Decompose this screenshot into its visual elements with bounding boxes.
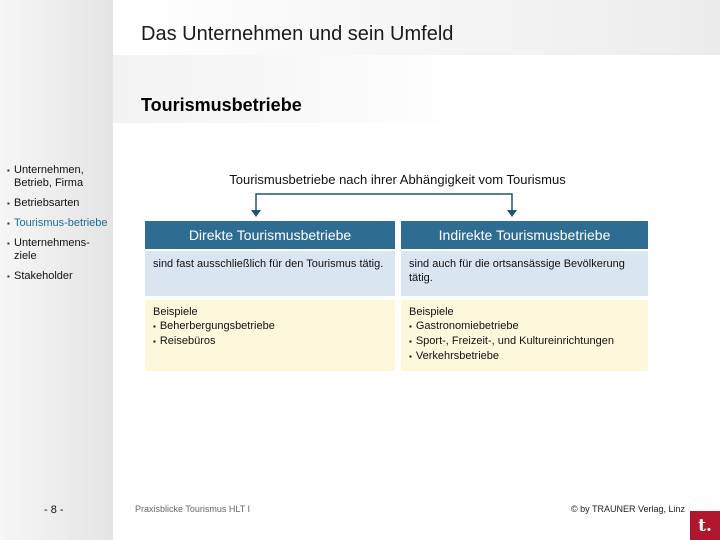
square-bullet-icon: ▪ — [409, 337, 412, 346]
square-bullet-icon: ▪ — [153, 337, 156, 346]
sidebar-item-unternehmen[interactable] — [7, 164, 111, 190]
sidebar-item-label: Unternehmens-ziele — [14, 237, 90, 262]
examples-title: Beispiele — [153, 306, 198, 318]
direct-description: sind fast ausschließlich für den Tourismus tätig. — [145, 251, 395, 296]
list-item: ▪ Beherbergungsbetriebe — [153, 320, 275, 332]
direct-examples — [145, 300, 395, 371]
indirect-description: sind auch für die ortsansässige Bevölkerung tätig. — [401, 251, 648, 296]
sidebar-item-tourismusbetriebe[interactable] — [7, 217, 111, 230]
trauner-logo: t. — [690, 511, 720, 540]
square-bullet-icon: ▪ — [7, 199, 10, 208]
square-bullet-icon: ▪ — [7, 219, 10, 228]
sidebar-item-label: Betriebsarten — [14, 197, 80, 209]
sidebar-item-label: Tourismus-betriebe — [14, 217, 108, 229]
direct-header: Direkte Tourismusbetriebe — [145, 221, 395, 249]
bracket-arrows — [244, 188, 524, 218]
indirect-header: Indirekte Tourismusbetriebe — [401, 221, 648, 249]
section-title: Tourismusbetriebe — [141, 95, 302, 115]
sidebar-nav — [7, 164, 111, 290]
list-item: ▪ Verkehrsbetriebe — [409, 350, 500, 362]
square-bullet-icon: ▪ — [7, 166, 10, 175]
sidebar-item-stakeholder[interactable] — [7, 270, 111, 283]
list-item: ▪ Reisebüros — [153, 335, 216, 347]
square-bullet-icon: ▪ — [7, 239, 10, 248]
page-number: - 8 - — [44, 504, 64, 516]
book-title: Praxisblicke Tourismus HLT I — [135, 504, 251, 514]
square-bullet-icon: ▪ — [7, 272, 10, 281]
list-item: ▪ Gastronomiebetriebe — [409, 320, 519, 332]
sidebar-item-label: Unternehmen, Betrieb, Firma — [14, 164, 84, 189]
arrow-down-icon — [251, 210, 261, 217]
sidebar-item-label: Stakeholder — [14, 270, 73, 282]
list-item: ▪ Sport-, Freizeit-, und Kultureinrichtungen — [409, 335, 614, 347]
sidebar-item-unternehmensziele[interactable] — [7, 237, 111, 263]
indirect-examples — [401, 300, 648, 371]
square-bullet-icon: ▪ — [153, 322, 156, 331]
subheading: Tourismusbetriebe nach ihrer Abhängigkeit vom Tourismus — [229, 172, 566, 187]
page-title: Das Unternehmen und sein Umfeld — [141, 23, 454, 45]
sidebar-item-betriebsarten[interactable] — [7, 197, 111, 210]
copyright: © by TRAUNER Verlag, Linz — [571, 504, 686, 514]
square-bullet-icon: ▪ — [409, 352, 412, 361]
square-bullet-icon: ▪ — [409, 322, 412, 331]
arrow-down-icon — [507, 210, 517, 217]
examples-title: Beispiele — [409, 306, 454, 318]
